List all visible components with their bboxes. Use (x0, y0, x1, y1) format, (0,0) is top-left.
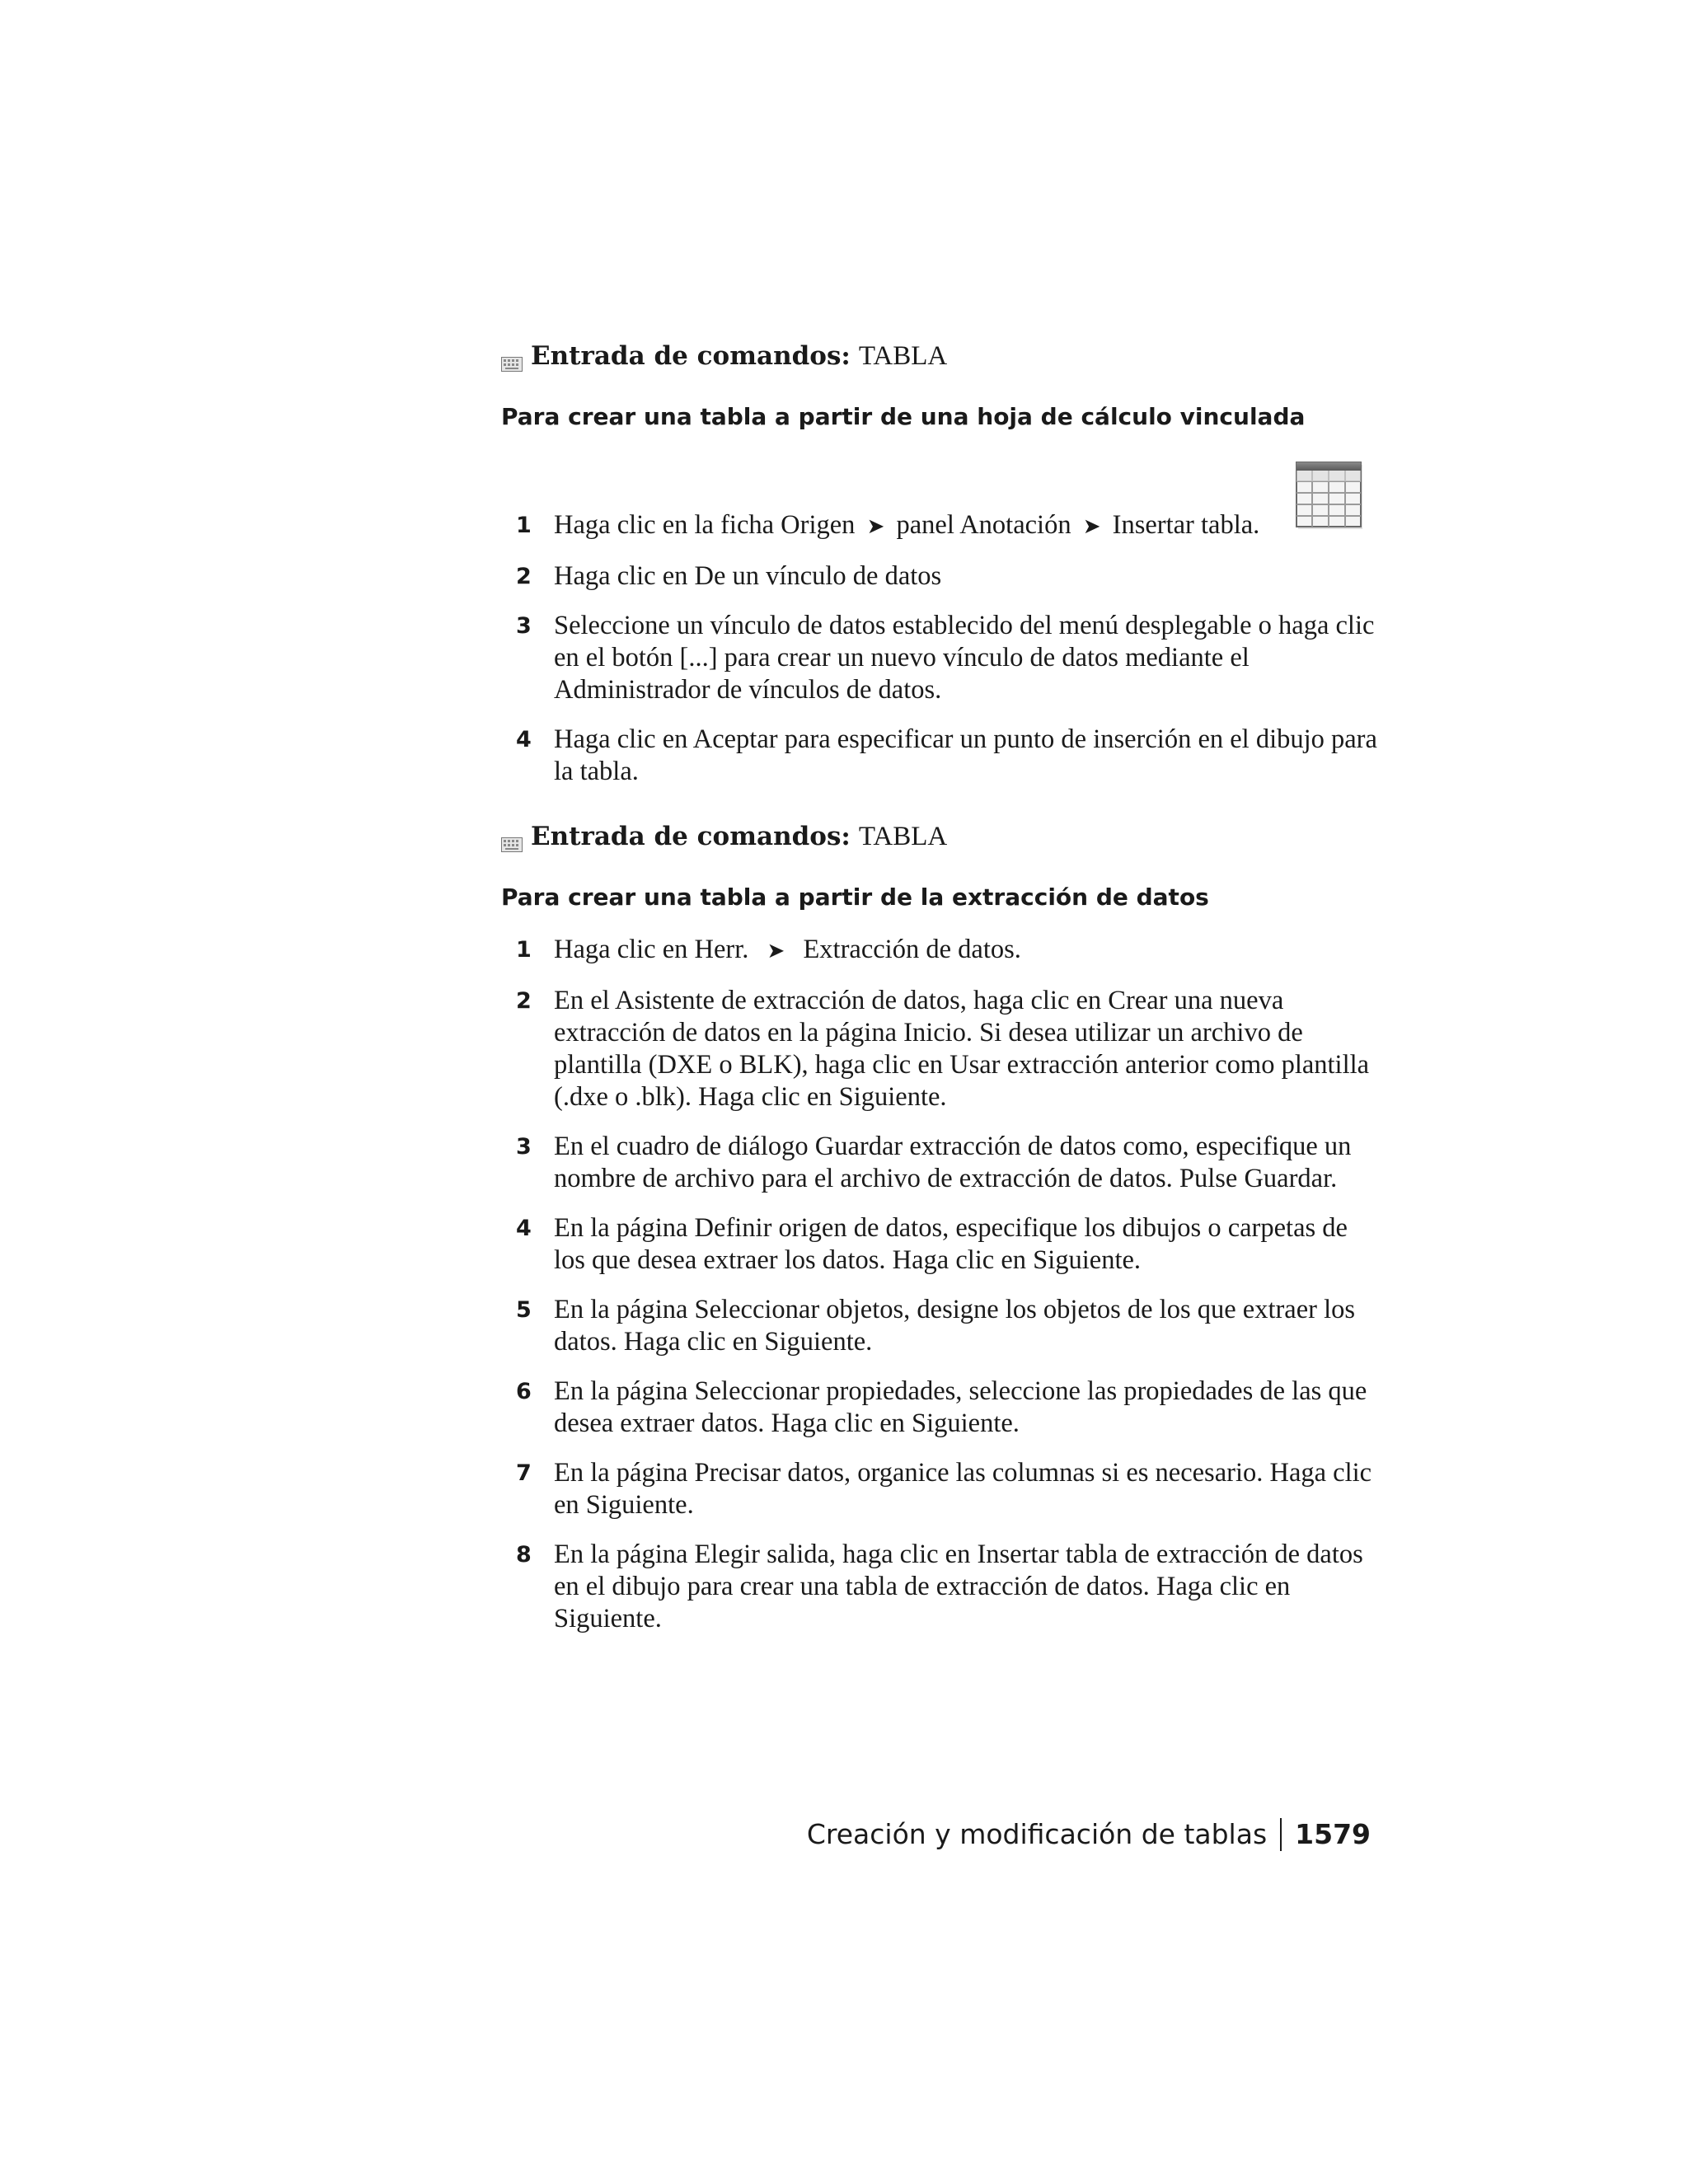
step-number: 1 (516, 937, 532, 963)
step-text: En la página Precisar datos, organice las columnas si es necesario. Haga clic en Siguiente. (554, 1458, 1372, 1520)
step-number: 3 (516, 1134, 532, 1160)
step-text: En el cuadro de diálogo Guardar extracción de datos como, especifique un nombre de archivo para el archivo de extracción de datos. Pulse Guardar. (554, 1132, 1352, 1193)
list-item (511, 1457, 1385, 1521)
keyboard-icon (501, 827, 523, 842)
command-entry-line (501, 820, 947, 853)
step-number: 5 (516, 1297, 532, 1323)
step-text: Haga clic en Aceptar para especificar un punto de inserción en el dibujo para la tabla. (554, 724, 1377, 786)
step-text: Haga clic en la ficha Origen (554, 510, 856, 540)
list-item (511, 610, 1385, 706)
step-text: Extracción de datos. (803, 935, 1021, 964)
list-item (511, 1539, 1385, 1635)
step-text: En la página Seleccionar propiedades, seleccione las propiedades de las que desea extraer datos. Haga clic en Siguiente. (554, 1376, 1367, 1438)
page-footer (807, 1816, 1371, 1853)
chapter-title: Creación y modificación de tablas (806, 1818, 1268, 1850)
list-item (511, 1294, 1385, 1358)
step-text: Haga clic en De un vínculo de datos (554, 561, 942, 591)
step-number: 2 (516, 564, 532, 589)
procedure-heading: Para crear una tabla a partir de la extracción de datos (501, 883, 1209, 911)
list-item (511, 1376, 1385, 1440)
step-text: Seleccione un vínculo de datos establecido del menú desplegable o haga clic en el botón [...] para crear un nuevo vínculo de datos mediante el Administrador de vínculos de datos. (554, 611, 1375, 705)
list-item (511, 934, 1385, 968)
steps-list (511, 509, 1385, 805)
list-item (511, 509, 1385, 543)
list-item (511, 985, 1385, 1113)
command-entry-label: Entrada de comandos: (531, 341, 851, 371)
arrow-icon: ➤ (1082, 514, 1101, 539)
footer-divider (1280, 1818, 1282, 1851)
step-text: En el Asistente de extracción de datos, haga clic en Crear una nueva extracción de datos en la página Inicio. Si desea utilizar un archivo de plantilla (DXE o BLK), haga clic en Usar extracción anterior como plantilla (.dxe o .blk). Haga clic en Siguiente. (554, 986, 1370, 1112)
step-text: panel Anotación (896, 510, 1071, 540)
step-text: En la página Seleccionar objetos, designe los objetos de los que extraer los datos. Haga clic en Siguiente. (554, 1295, 1356, 1357)
step-text: En la página Elegir salida, haga clic en Insertar tabla de extracción de datos en el dibujo para crear una tabla de extracción de datos. Haga clic en Siguiente. (554, 1540, 1363, 1633)
list-item (511, 1212, 1385, 1277)
list-item (511, 724, 1385, 788)
command-name: TABLA (858, 822, 948, 851)
step-text: Insertar tabla. (1112, 510, 1260, 540)
command-name: TABLA (858, 341, 948, 371)
step-text: En la página Definir origen de datos, especifique los dibujos o carpetas de los que desea extraer los datos. Haga clic en Siguiente. (554, 1213, 1348, 1275)
step-number: 8 (516, 1542, 532, 1568)
page-number: 1579 (1295, 1818, 1371, 1850)
command-entry-label: Entrada de comandos: (531, 822, 851, 851)
step-number: 4 (516, 727, 532, 752)
keyboard-icon (501, 347, 523, 362)
arrow-icon: ➤ (866, 514, 885, 539)
step-number: 4 (516, 1216, 532, 1241)
step-number: 3 (516, 613, 532, 639)
step-number: 7 (516, 1460, 532, 1486)
arrow-icon: ➤ (767, 939, 785, 963)
steps-list (511, 934, 1385, 1652)
step-number: 2 (516, 988, 532, 1014)
step-number: 1 (516, 513, 532, 538)
list-item (511, 560, 1385, 593)
command-entry-line (501, 340, 947, 373)
step-text: Haga clic en Herr. (554, 935, 749, 964)
list-item (511, 1131, 1385, 1195)
procedure-heading: Para crear una tabla a partir de una hoja de cálculo vinculada (501, 403, 1306, 430)
step-number: 6 (516, 1379, 532, 1404)
